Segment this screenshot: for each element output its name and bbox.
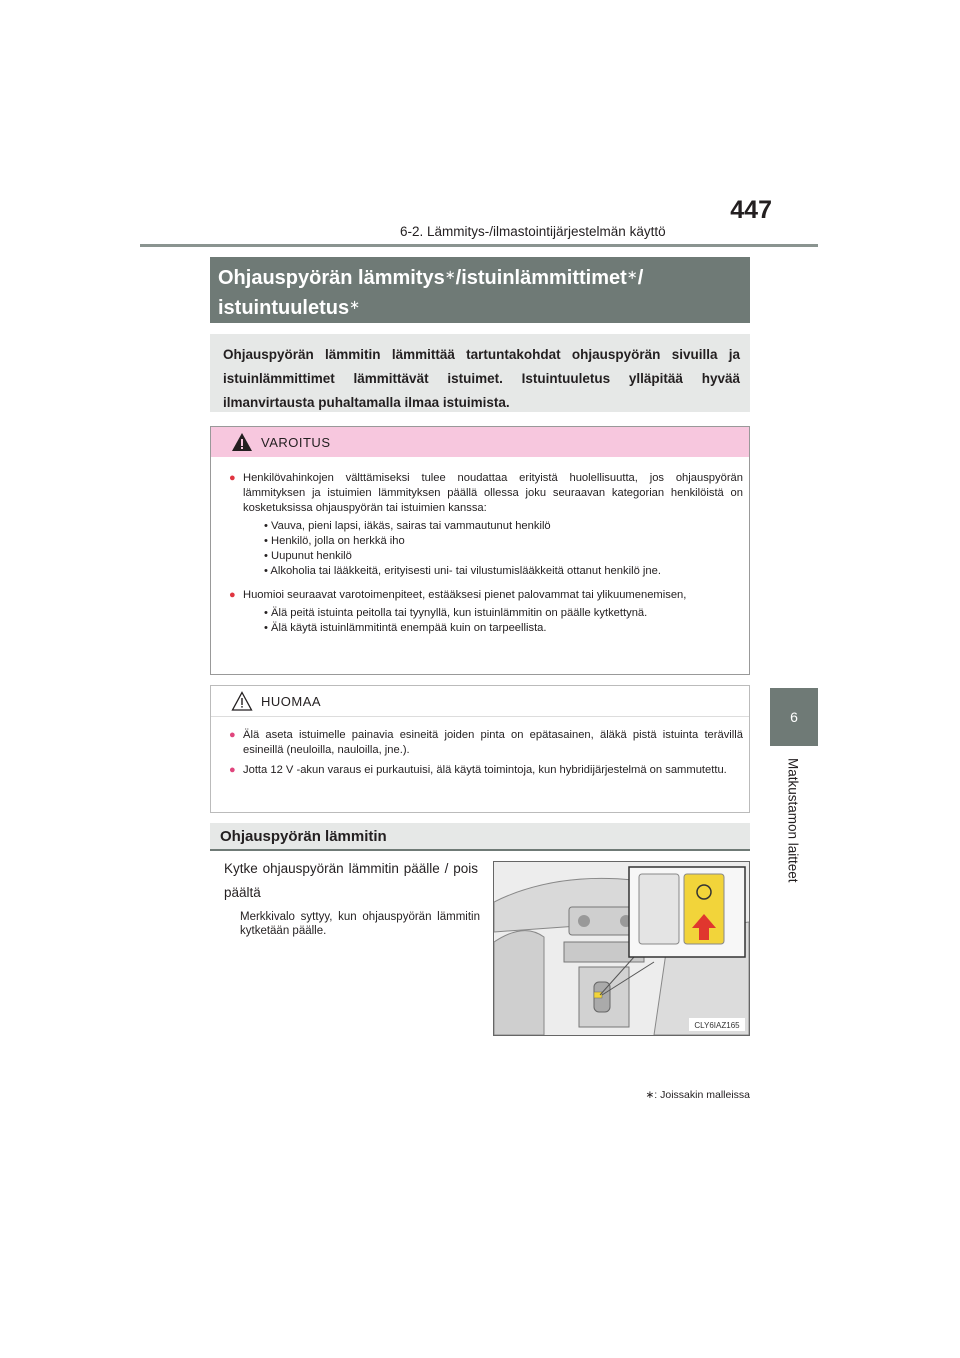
header-rule — [140, 244, 818, 247]
warning-box — [210, 426, 750, 675]
sublist-item: • Vauva, pieni lapsi, iäkäs, sairas tai vammautunut henkilö — [264, 520, 551, 532]
notice-body — [211, 717, 749, 778]
caution-triangle-icon — [231, 691, 253, 711]
warning-item — [229, 588, 743, 640]
section-reference: 6-2. Lämmitys-/ilmastointijärjestelmän käyttö — [400, 224, 666, 239]
notice-item — [229, 728, 743, 758]
warning-sublist — [260, 606, 743, 636]
footnote — [645, 1089, 750, 1101]
sublist-item: • Alkoholia tai lääkkeitä, erityisesti uni- tai vilustumislääkkeitä ottanut henkilö jne. — [264, 565, 661, 577]
warning-item — [229, 471, 743, 583]
chapter-tab: 6 — [770, 688, 818, 746]
illustration-code: CLY6IAZ165 — [694, 1021, 740, 1030]
bullet-icon: ● — [229, 589, 236, 601]
intro-text: Ohjauspyörän lämmitin lämmittää tartuntakohdat ohjauspyörän sivuilla ja istuinlämmittimet lämmittävät istuimet. Istuintuuletus ylläpitää hyvää ilmanvirtausta puhaltamalla ilmaa istuimista. — [210, 334, 750, 412]
title-part-3: istuintuuletus — [218, 297, 350, 319]
title-slash: / — [637, 267, 644, 289]
bullet-icon: ● — [229, 764, 236, 776]
notice-item-text: Älä aseta istuimelle painavia esineitä joiden pinta on epätasainen, äläkä pistä istuinta terävillä esineillä (neuloilla, nauloilla, jne.). — [243, 729, 743, 756]
notice-box — [210, 685, 750, 813]
warning-item-text: Henkilövahinkojen välttämiseksi tulee noudattaa erityistä huolellisuutta, jos ohjauspyörän lämmityksen ja istuimien lämmityksen päällä ollessa joku seuraavan kategorian henkilöistä on kosketuksissa ohjauspyörän tai istuimien kanssa: — [243, 472, 743, 514]
sublist-item: • Henkilö, jolla on herkkä iho — [264, 535, 405, 547]
subsection-title: Ohjauspyörän lämmitin — [210, 823, 750, 851]
warning-label: VAROITUS — [261, 434, 331, 450]
page-number: 447 — [730, 196, 772, 224]
warning-header — [211, 427, 749, 457]
step-note: Merkkivalo syttyy, kun ohjauspyörän lämmitin kytketään päälle. — [240, 911, 480, 937]
notice-label: HUOMAA — [261, 693, 322, 709]
footnote-text: : Joissakin malleissa — [654, 1089, 750, 1101]
notice-header — [211, 686, 749, 717]
title-part-2: /istuinlämmittimet — [455, 267, 627, 289]
title-part-1: Ohjauspyörän lämmitys — [218, 267, 445, 289]
warning-item-text: Huomioi seuraavat varotoimenpiteet, estääksesi pienet palovammat tai ylikuumenemisen, — [243, 589, 687, 601]
sublist-item: • Uupunut henkilö — [264, 550, 352, 562]
notice-item-text: Jotta 12 V -akun varaus ei purkautuisi, älä käytä toimintoja, kun hybridijärjestelmä on sammutettu. — [243, 764, 727, 776]
warning-body — [211, 457, 749, 640]
bullet-icon: ● — [229, 729, 236, 741]
title-asterisk-1: ∗ — [444, 267, 456, 282]
warning-triangle-icon — [231, 432, 253, 452]
warning-sublist — [260, 519, 743, 579]
title-asterisk-3: ∗ — [349, 297, 361, 312]
chapter-title-text: Matkustamon laitteet — [785, 758, 801, 883]
sublist-item: • Älä peitä istuinta peitolla tai tyynyllä, kun istuinlämmitin on päälle kytkettynä. — [264, 607, 648, 619]
steering-heater-illustration — [494, 862, 749, 1035]
footnote-mark: ∗ — [645, 1089, 655, 1101]
sublist-item: • Älä käytä istuinlämmitintä enempää kuin on tarpeellista. — [264, 622, 547, 634]
page-title — [210, 257, 750, 323]
dashboard-illustration — [493, 861, 750, 1036]
chapter-title — [781, 758, 805, 908]
notice-item — [229, 763, 743, 778]
title-asterisk-2: ∗ — [626, 267, 638, 282]
bullet-icon: ● — [229, 472, 236, 484]
step-instruction: Kytke ohjauspyörän lämmitin päälle / pois päältä — [224, 861, 478, 900]
